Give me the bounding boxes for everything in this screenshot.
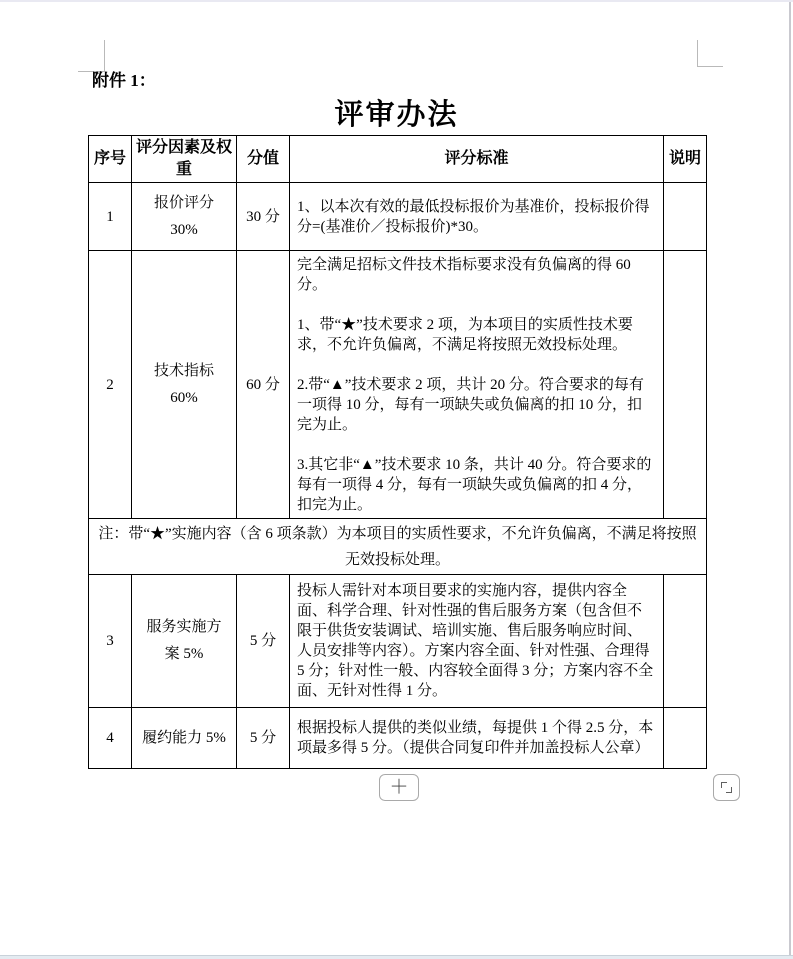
header-remark: 说明 <box>664 136 707 183</box>
expand-corners-icon <box>726 787 732 793</box>
note-row <box>89 519 707 575</box>
cell-criteria <box>290 183 664 251</box>
page-title: 评审办法 <box>334 99 459 131</box>
criteria-paragraph: 1、带“★”技术要求 2 项，为本项目的实质性技术要求，不允许负偏离，不满足将按照无效投标处理。 <box>297 316 633 353</box>
cell-score: 5 分 <box>237 575 290 708</box>
header-criteria: 评分标准 <box>290 136 664 183</box>
expand-button[interactable] <box>713 774 740 801</box>
evaluation-table <box>88 135 707 769</box>
table-row <box>89 575 707 708</box>
margin-crop-mark-right <box>697 40 723 67</box>
cell-no: 4 <box>89 708 132 769</box>
note-cell: 注：带“★”实施内容（含 6 项条款）为本项目的实质性要求，不允许负偏离，不满足将按照无效投标处理。 <box>89 519 707 575</box>
cell-factor: 履约能力 5% <box>132 708 237 769</box>
page-edge-bottom <box>0 955 793 959</box>
cell-remark <box>664 251 707 519</box>
page-edge-right <box>789 2 791 959</box>
add-button[interactable] <box>379 774 419 801</box>
cell-factor: 服务实施方案 5% <box>132 575 237 708</box>
criteria-paragraph: 投标人需针对本项目要求的实施内容，提供内容全面、科学合理、针对性强的售后服务方案（包含但不限于供货安装调试、培训实施、售后服务响应时间、人员安排等内容）。方案内容全面、针对性强、合理得 5 分；针对性一般、内容较全面得 3 分；方案内容不全面、无针对性得 1 分。 <box>297 583 654 699</box>
header-score: 分值 <box>237 136 290 183</box>
cell-factor: 技术指标 60% <box>132 251 237 519</box>
criteria-paragraph: 2.带“▲”技术要求 2 项，共计 20 分。符合要求的每有一项得 10 分，每有一项缺失或负偏离的扣 10 分，扣完为止。 <box>297 376 644 433</box>
criteria-paragraph: 完全满足招标文件技术指标要求没有负偏离的得 60 分。 <box>297 256 631 293</box>
criteria-paragraph: 3.其它非“▲”技术要求 10 条，共计 40 分。符合要求的每有一项得 4 分，每有一项缺失或负偏离的扣 4 分，扣完为止。 <box>297 456 652 513</box>
cell-criteria <box>290 575 664 708</box>
cell-no: 2 <box>89 251 132 519</box>
cell-remark <box>664 183 707 251</box>
header-factor: 评分因素及权重 <box>132 136 237 183</box>
attachment-label: 附件 1： <box>92 71 156 90</box>
cell-remark <box>664 708 707 769</box>
cell-criteria <box>290 708 664 769</box>
plus-icon: ＋ <box>389 777 409 798</box>
header-no: 序号 <box>89 136 132 183</box>
criteria-paragraph: 根据投标人提供的类似业绩，每提供 1 个得 2.5 分，本项最多得 5 分。（提供合同复印件并加盖投标人公章） <box>297 720 654 756</box>
cell-score: 30 分 <box>237 183 290 251</box>
table-row <box>89 183 707 251</box>
cell-criteria <box>290 251 664 519</box>
cell-remark <box>664 575 707 708</box>
cell-factor: 报价评分 30% <box>132 183 237 251</box>
cell-no: 3 <box>89 575 132 708</box>
table-row <box>89 251 707 519</box>
criteria-paragraph: 1、以本次有效的最低投标报价为基准价，投标报价得分=(基准价／投标报价)*30。 <box>297 198 650 235</box>
cell-no: 1 <box>89 183 132 251</box>
table-header-row <box>89 136 707 183</box>
cell-score: 5 分 <box>237 708 290 769</box>
table-body <box>89 183 707 769</box>
table-row <box>89 708 707 769</box>
cell-score: 60 分 <box>237 251 290 519</box>
